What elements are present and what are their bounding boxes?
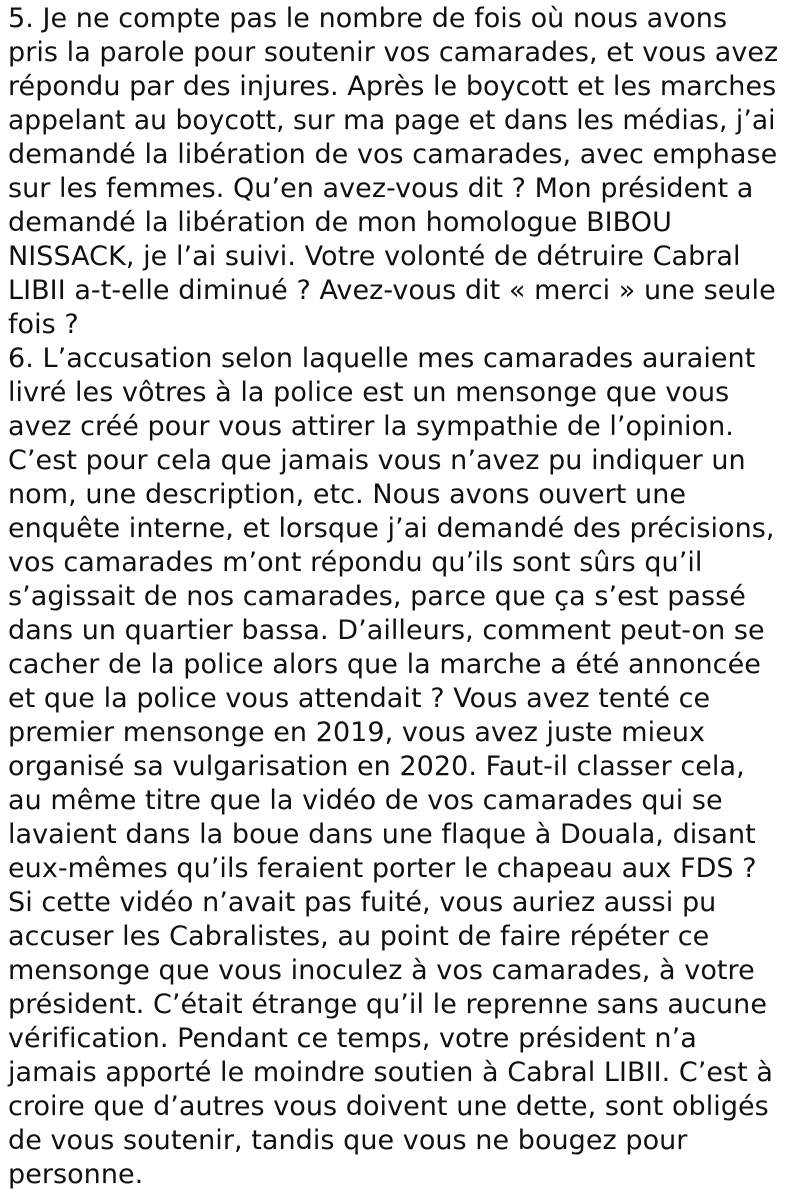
text-line: personne. — [8, 1159, 144, 1190]
text-line: demandé la libération de mon homologue BIBOU — [8, 207, 672, 238]
text-line: cacher de la police alors que la marche a été annoncée — [8, 649, 761, 680]
text-line: vos camarades m’ont répondu qu’ils sont sûrs qu’il — [8, 547, 703, 578]
text-line: enquête interne, et lorsque j’ai demandé des précisions, — [8, 513, 775, 544]
text-line: croire que d’autres vous doivent une dette, sont obligés — [8, 1091, 769, 1122]
text-line: eux-mêmes qu’ils feraient porter le chapeau aux FDS ? — [8, 853, 757, 884]
text-line: LIBII a-t-elle diminué ? Avez-vous dit « merci » une seule — [8, 275, 776, 306]
text-line: dans un quartier bassa. D’ailleurs, comment peut-on se — [8, 615, 765, 646]
text-line: avez créé pour vous attirer la sympathie de l’opinion. — [8, 411, 734, 442]
text-line: jamais apporté le moindre soutien à Cabral LIBII. C’est à — [8, 1057, 774, 1088]
text-line: nom, une description, etc. Nous avons ouvert une — [8, 479, 687, 510]
text-line: premier mensonge en 2019, vous avez juste mieux — [8, 717, 706, 748]
text-line: président. C’était étrange qu’il le reprenne sans aucune — [8, 989, 767, 1020]
text-line: et que la police vous attendait ? Vous avez tenté ce — [8, 683, 711, 714]
text-line: livré les vôtres à la police est un mensonge que vous — [8, 377, 730, 408]
text-line: au même titre que la vidéo de vos camarades qui se — [8, 785, 723, 816]
text-line: lavaient dans la boue dans une flaque à Douala, disant — [8, 819, 756, 850]
text-line: accuser les Cabralistes, au point de faire répéter ce — [8, 921, 710, 952]
text-line: mensonge que vous inoculez à vos camarades, à votre — [8, 955, 755, 986]
text-line: pris la parole pour soutenir vos camarades, et vous avez — [8, 37, 779, 68]
text-line: sur les femmes. Qu’en avez-vous dit ? Mon président a — [8, 173, 754, 204]
text-line: C’est pour cela que jamais vous n’avez pu indiquer un — [8, 445, 746, 476]
text-line: demandé la libération de vos camarades, avec emphase — [8, 139, 778, 170]
text-line: de vous soutenir, tandis que vous ne bougez pour — [8, 1125, 688, 1156]
text-line: 5. Je ne compte pas le nombre de fois où nous avons — [8, 3, 728, 34]
text-line: appelant au boycott, sur ma page et dans les médias, j’ai — [8, 105, 776, 136]
text-line: NISSACK, je l’ai suivi. Votre volonté de détruire Cabral — [8, 241, 741, 272]
text-line: répondu par des injures. Après le boycott et les marches — [8, 71, 777, 102]
text-line: vérification. Pendant ce temps, votre président n’a — [8, 1023, 697, 1054]
text-line: organisé sa vulgarisation en 2020. Faut-il classer cela, — [8, 751, 745, 782]
text-line: s’agissait de nos camarades, parce que ça s’est passé — [8, 581, 746, 612]
text-line: fois ? — [8, 309, 79, 340]
text-line: 6. L’accusation selon laquelle mes camarades auraient — [8, 343, 756, 374]
text-line: Si cette vidéo n’avait pas fuité, vous auriez aussi pu — [8, 887, 717, 918]
